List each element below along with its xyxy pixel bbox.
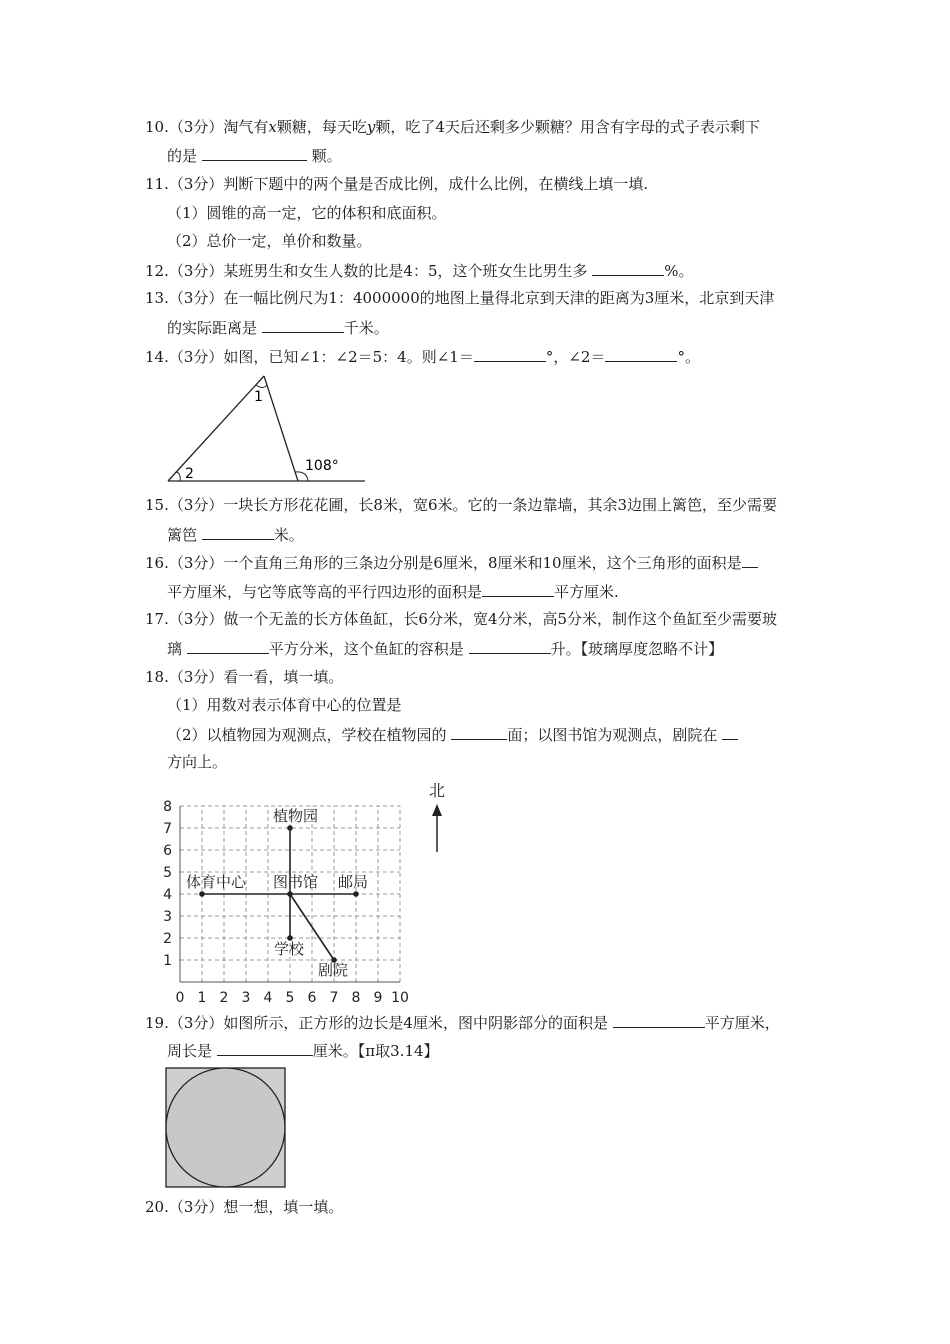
coordinate-grid-map — [150, 772, 470, 1010]
x-tick-label: 6 — [307, 990, 317, 1006]
triangle-figure — [160, 370, 380, 486]
q17-line2: 璃 平方分米，这个鱼缸的容积是 升。【玻璃厚度忽略不计】 — [167, 640, 724, 658]
y-tick-label: 7 — [163, 821, 172, 837]
q11-line1: 11.（3分）判断下题中的两个量是否成比例，成什么比例，在横线上填一填. — [145, 175, 649, 193]
north-arrow-head — [432, 804, 442, 816]
q14-answer1-blank[interactable] — [474, 346, 546, 362]
q19-answer1-blank[interactable] — [613, 1012, 705, 1028]
q19-answer2-blank[interactable] — [217, 1040, 313, 1056]
q18-answer1-blank[interactable] — [451, 724, 507, 740]
q18-sub2: （2）以植物园为观测点，学校在植物园的 面；以图书馆为观测点，剧院在 — [167, 724, 738, 745]
q13-line2: 的实际距离是 千米。 — [167, 319, 389, 337]
x-tick-label: 8 — [351, 990, 361, 1006]
x-tick-label: 3 — [241, 990, 251, 1006]
place-label: 体育中心 — [186, 873, 247, 891]
x-tick-label: 4 — [263, 990, 273, 1006]
angle1-arc — [256, 385, 267, 388]
angle2-arc — [176, 472, 180, 481]
q14-answer2-blank[interactable] — [605, 346, 677, 362]
q17-answer2-blank[interactable] — [469, 638, 551, 654]
triangle-left-side — [168, 376, 264, 481]
inscribed-circle — [166, 1068, 285, 1187]
triangle-right-side — [264, 376, 298, 481]
q16-answer1-blank[interactable] — [742, 552, 758, 568]
x-tick-label: 2 — [219, 990, 229, 1006]
x-tick-label: 9 — [373, 990, 383, 1006]
q10-answer-blank[interactable] — [202, 145, 307, 161]
q18-sub2-cont: 方向上。 — [167, 753, 228, 771]
q13-answer-blank[interactable] — [262, 317, 344, 333]
place-point — [287, 891, 293, 897]
q18-sub1: （1）用数对表示体育中心的位置是 — [167, 696, 402, 714]
y-tick-label: 8 — [163, 799, 172, 815]
x-tick-label: 1 — [197, 990, 207, 1006]
place-label: 图书馆 — [273, 873, 319, 891]
place-label: 学校 — [274, 940, 305, 958]
q20-line: 20.（3分）想一想，填一填。 — [145, 1198, 344, 1216]
place-label: 邮局 — [338, 873, 369, 891]
q12-line: 12.（3分）某班男生和女生人数的比是4：5，这个班女生比男生多 %。 — [145, 262, 694, 280]
x-tick-label: 0 — [175, 990, 185, 1006]
q11-sub2: （2）总价一定，单价和数量。 — [167, 232, 372, 250]
q10-line2: 的是 颗。 — [167, 147, 342, 165]
x-tick-label: 7 — [329, 990, 339, 1006]
exterior-angle-label: 108° — [305, 458, 339, 474]
place-label: 剧院 — [318, 961, 349, 979]
q17-answer1-blank[interactable] — [187, 638, 269, 654]
y-tick-label: 6 — [163, 843, 172, 859]
q16-line2: 平方厘米，与它等底等高的平行四边形的面积是 平方厘米. — [167, 583, 619, 601]
angle2-label: 2 — [185, 466, 194, 482]
q16-line1: 16.（3分）一个直角三角形的三条边分别是6厘米，8厘米和10厘米，这个三角形的面积是 — [145, 552, 758, 573]
y-tick-label: 3 — [163, 909, 172, 925]
y-tick-label: 2 — [163, 931, 172, 947]
q19-line2: 周长是 厘米。【π取3.14】 — [167, 1042, 439, 1060]
q10-line1: 10.（3分）淘气有x颗糖，每天吃y颗，吃了4天后还剩多少颗糖？用含有字母的式子表示剩下 — [145, 118, 760, 136]
north-label: 北 — [429, 781, 446, 800]
place-point — [287, 825, 293, 831]
q11-sub1: （1）圆锥的高一定，它的体积和底面积。 — [167, 204, 447, 222]
q17-line1: 17.（3分）做一个无盖的长方体鱼缸，长6分米，宽4分米，高5分米，制作这个鱼缸至少需要玻 — [145, 610, 778, 628]
y-tick-label: 1 — [163, 953, 172, 969]
y-tick-label: 5 — [163, 865, 172, 881]
x-tick-label: 10 — [391, 990, 409, 1006]
q12-answer-blank[interactable] — [592, 260, 664, 276]
q15-answer-blank[interactable] — [202, 524, 274, 540]
q15-line2: 篱笆 米。 — [167, 526, 304, 544]
angle1-label: 1 — [254, 389, 263, 405]
q16-answer2-blank[interactable] — [482, 581, 554, 597]
q18-answer2-blank[interactable] — [722, 724, 738, 740]
q15-line1: 15.（3分）一块长方形花花圃，长8米，宽6米。它的一条边靠墙，其余3边围上篱笆，至少需要 — [145, 496, 778, 514]
q18-line1: 18.（3分）看一看，填一填。 — [145, 668, 344, 686]
place-point — [353, 891, 359, 897]
place-label: 植物园 — [273, 807, 319, 825]
place-point — [199, 891, 205, 897]
x-tick-label: 5 — [285, 990, 295, 1006]
q13-line1: 13.（3分）在一幅比例尺为1：4000000的地图上量得北京到天津的距离为3厘米，北京到天津 — [145, 289, 775, 307]
q19-line1: 19.（3分）如图所示，正方形的边长是4厘米，图中阴影部分的面积是 平方厘米， — [145, 1014, 780, 1032]
y-tick-label: 4 — [163, 887, 172, 903]
q14-line: 14.（3分）如图，已知∠1：∠2＝5：4。则∠1＝ °，∠2＝ °。 — [145, 348, 700, 366]
square-circle-figure — [164, 1066, 288, 1190]
